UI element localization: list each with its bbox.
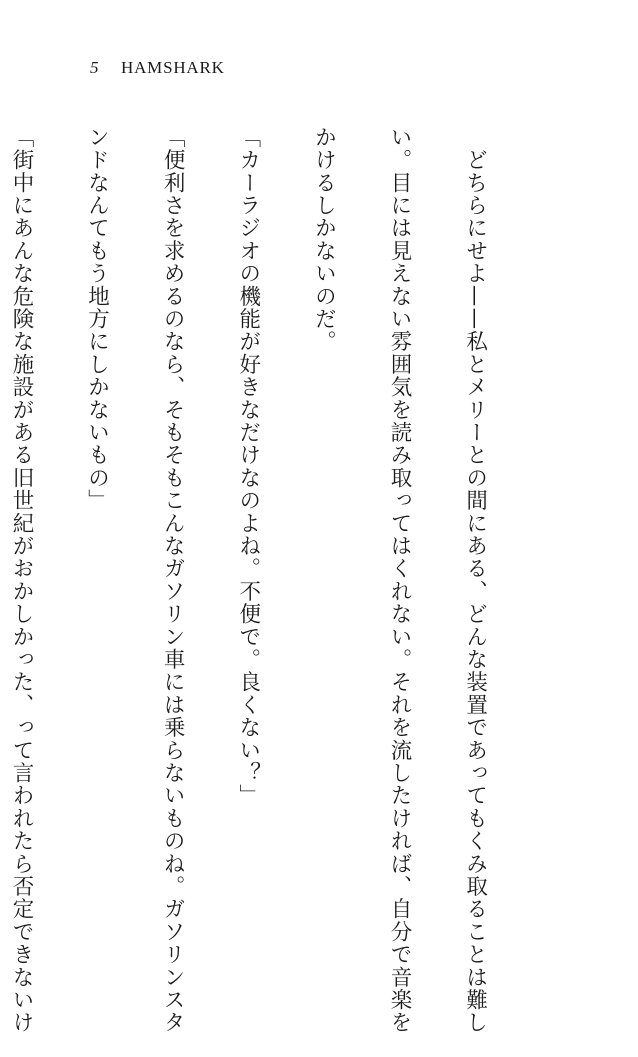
text-line: 「街中にあんな危険な施設がある旧世紀がおかしかった、って言われたら否定できないけ [8,126,34,1034]
running-title: HAMSHARK [121,58,225,77]
text-line: い。目には見えない雰囲気を読み取ってはくれない。それを流したければ、自分で音楽を [386,126,412,1034]
text-line: かけるしかないのだ。 [311,126,337,353]
text-line: ンドなんてもう地方にしかないもの」 [84,126,110,512]
text-line: どちらにせよ——私とメリーとの間にある、どんな装置であってもくみ取ることは難し [462,126,488,1034]
page-header [90,58,225,82]
text-line: 「カーラジオの機能が好きなだけなのよね。不便で。良くない？」 [235,126,261,807]
vertical-body-text [8,126,538,1034]
text-line: 「便利さを求めるのなら、そもそもこんなガソリン車には乗らないものね。ガソリンスタ [160,126,186,1034]
page-number: 5 [90,58,99,77]
